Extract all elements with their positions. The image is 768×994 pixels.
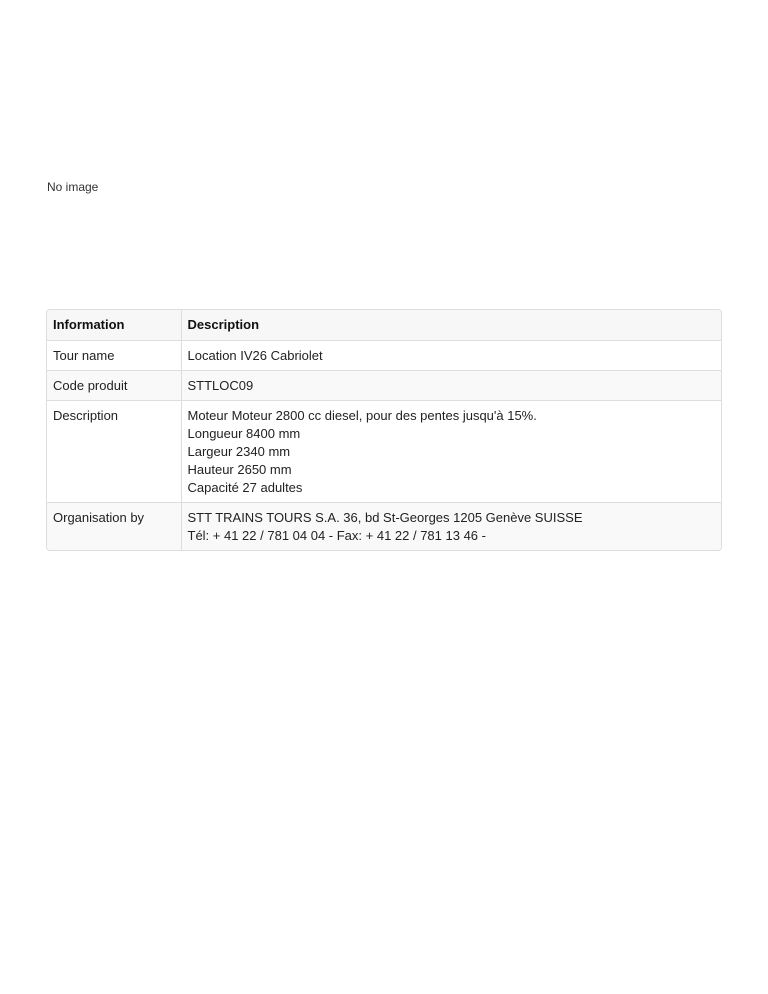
description-line-engine: Moteur Moteur 2800 cc diesel, pour des pentes jusqu'à 15%. [187, 408, 537, 423]
table-row-organisation [47, 503, 721, 551]
table-row-description [47, 401, 721, 503]
description-line-height: Hauteur 2650 mm [187, 462, 292, 477]
header-description: Description [181, 310, 721, 341]
code-produit-label: Code produit [47, 371, 181, 401]
tour-name-value: Location IV26 Cabriolet [181, 341, 721, 371]
no-image-placeholder: No image [47, 180, 99, 194]
description-line-width: Largeur 2340 mm [187, 444, 291, 459]
description-line-capacity: Capacité 27 adultes [187, 480, 303, 495]
table-row-code-produit [47, 371, 721, 401]
tour-info-table [46, 309, 722, 551]
table-row-tour-name [47, 341, 721, 371]
description-value [181, 401, 721, 503]
description-label: Description [47, 401, 181, 503]
organisation-line-contact: Tél: + 41 22 / 781 04 04 - Fax: + 41 22 / 781 13 46 - [187, 528, 486, 543]
table-header-row [47, 310, 721, 341]
tour-name-label: Tour name [47, 341, 181, 371]
organisation-line-address: STT TRAINS TOURS S.A. 36, bd St-Georges 1205 Genève SUISSE [187, 510, 583, 525]
code-produit-value: STTLOC09 [181, 371, 721, 401]
organisation-label: Organisation by [47, 503, 181, 551]
description-line-length: Longueur 8400 mm [187, 426, 301, 441]
organisation-value [181, 503, 721, 551]
header-information: Information [47, 310, 181, 341]
